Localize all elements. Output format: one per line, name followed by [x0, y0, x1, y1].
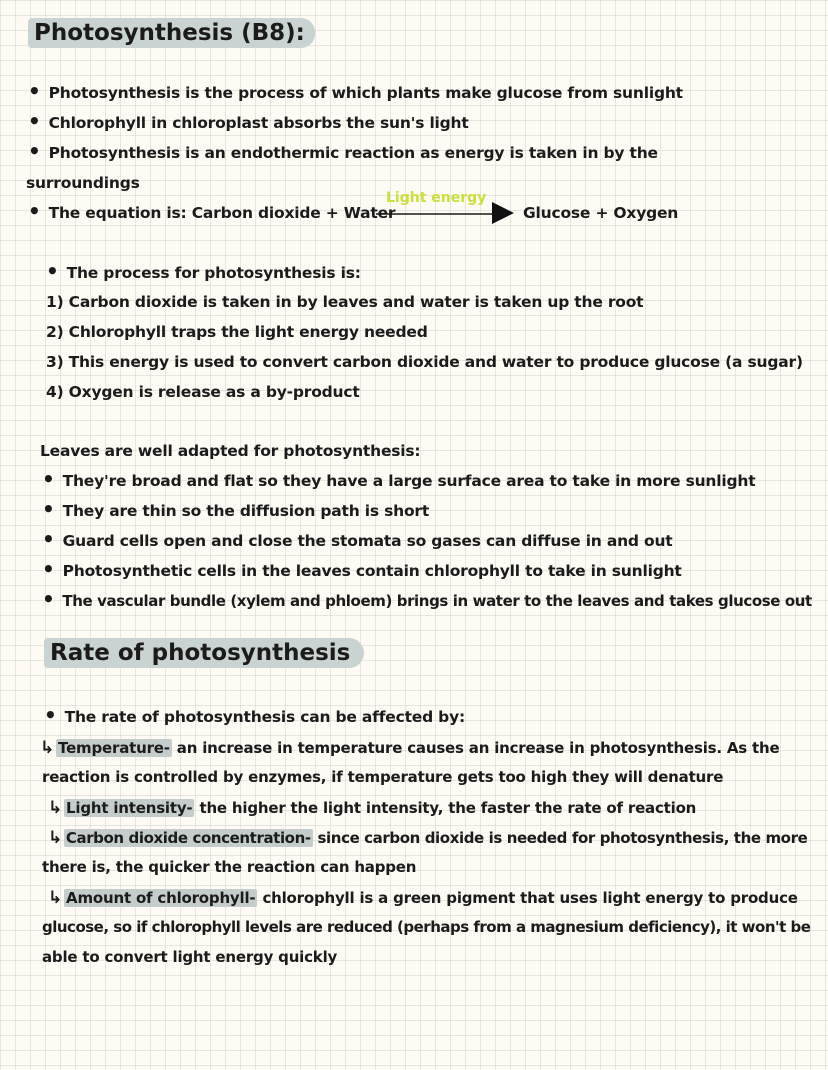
leaves-heading: Leaves are well adapted for photosynthesis:	[40, 442, 421, 460]
leaves-bullet-thin: • They are thin so the diffusion path is short	[42, 502, 429, 520]
rate-factor-chlorophyll	[48, 888, 798, 908]
rate-factor-light	[48, 798, 696, 818]
rate-intro: • The rate of photosynthesis can be affected by:	[44, 708, 465, 726]
chlorophyll-text: chlorophyll is a green pigment that uses light energy to produce	[257, 889, 798, 907]
intro-bullet-endothermic: • Photosynthesis is an endothermic reaction as energy is taken in by the	[28, 144, 658, 162]
intro-bullet-definition: • Photosynthesis is the process of which plants make glucose from sunlight	[28, 84, 683, 102]
temperature-term: Temperature-	[58, 739, 170, 757]
arrow-icon: ↳	[40, 738, 55, 758]
co2-text-continued: there is, the quicker the reaction can happen	[42, 858, 417, 876]
arrow-icon: ↳	[48, 798, 63, 818]
rate-factor-co2	[48, 828, 807, 848]
chlorophyll-text-continued: glucose, so if chlorophyll levels are reduced (perhaps from a magnesium deficiency), it won't be	[42, 918, 811, 936]
process-heading: • The process for photosynthesis is:	[46, 264, 361, 282]
intro-bullet-chlorophyll: • Chlorophyll in chloroplast absorbs the sun's light	[28, 114, 469, 132]
equation-prefix: • The equation is: Carbon dioxide + Water	[28, 204, 395, 222]
light-intensity-text: the higher the light intensity, the faster the rate of reaction	[194, 799, 697, 817]
page-title: Photosynthesis (B8):	[28, 18, 315, 48]
temperature-text-continued: reaction is controlled by enzymes, if temperature gets too high they will denature	[42, 768, 724, 786]
equation-arrow-icon	[374, 200, 520, 226]
intro-endothermic-continued: surroundings	[26, 174, 140, 192]
rate-heading: Rate of photosynthesis	[44, 638, 364, 668]
equation-arrow-label: Light energy	[386, 190, 487, 206]
chlorophyll-text-final: able to convert light energy quickly	[42, 948, 338, 966]
process-step-4: 4) Oxygen is release as a by-product	[46, 383, 360, 401]
leaves-bullet-chlorophyll: • Photosynthetic cells in the leaves contain chlorophyll to take in sunlight	[42, 562, 682, 580]
arrow-icon: ↳	[48, 888, 63, 908]
arrow-icon: ↳	[48, 828, 62, 848]
leaves-bullet-guard-cells: • Guard cells open and close the stomata so gases can diffuse in and out	[42, 532, 673, 550]
chlorophyll-term: Amount of chlorophyll-	[66, 889, 256, 907]
co2-text: since carbon dioxide is needed for photosynthesis, the more	[312, 829, 808, 847]
rate-factor-temperature	[40, 738, 779, 758]
process-step-2: 2) Chlorophyll traps the light energy needed	[46, 323, 428, 341]
co2-term: Carbon dioxide concentration-	[65, 829, 311, 847]
process-step-1: 1) Carbon dioxide is taken in by leaves and water is taken up the root	[46, 293, 644, 311]
equation-result: Glucose + Oxygen	[523, 204, 679, 222]
leaves-bullet-vascular: • The vascular bundle (xylem and phloem) brings in water to the leaves and takes glucose out	[42, 592, 812, 610]
process-step-3: 3) This energy is used to convert carbon dioxide and water to produce glucose (a sugar)	[46, 353, 803, 371]
light-intensity-term: Light intensity-	[66, 799, 193, 817]
leaves-bullet-broad: • They're broad and flat so they have a large surface area to take in more sunlight	[42, 472, 755, 490]
temperature-text: an increase in temperature causes an increase in photosynthesis. As the	[171, 739, 780, 757]
